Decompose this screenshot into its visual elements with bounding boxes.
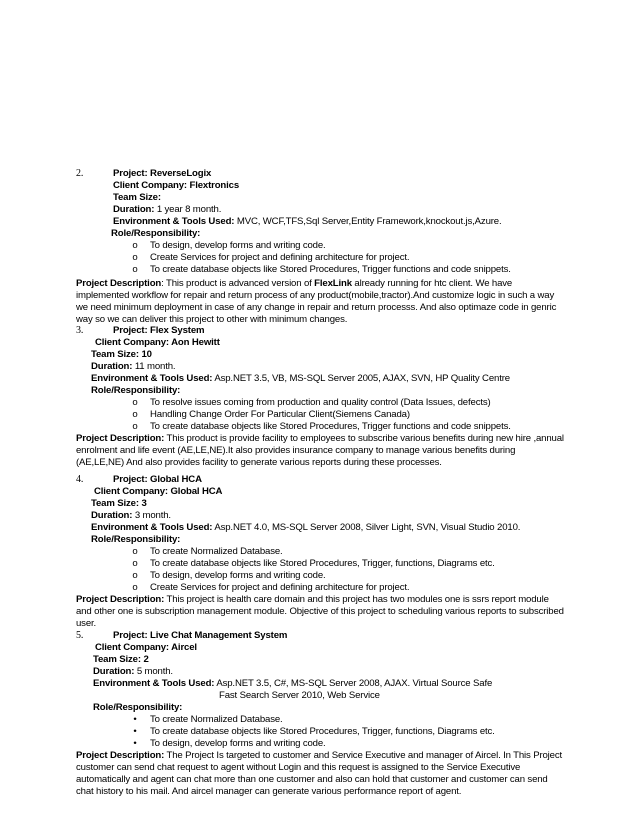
- project-title: Project: Global HCA: [113, 474, 202, 485]
- project-description: Project Description: This product is provide facility to employees to subscribe various benefits during new hire ,annual enrolment and life event (AE,LE,NE).It also provides insurance company to manage various benefits during (AE,LE,NE) And also provides facility to generate various reports during these processes.: [76, 433, 564, 468]
- team-size: Team Size: 2: [93, 654, 149, 665]
- team-size: Team Size: 3: [91, 498, 147, 509]
- duration: Duration: 1 year 8 month.: [113, 204, 222, 215]
- project-number: 5.: [76, 630, 84, 641]
- environment-tools: Environment & Tools Used: Asp.NET 4.0, MS-SQL Server 2008, Silver Light, SVN, Visual Studio 2010.: [91, 522, 521, 533]
- project-title: Project: ReverseLogix: [113, 168, 212, 179]
- environment-tools: Environment & Tools Used: Asp.NET 3.5, C#, MS-SQL Server 2008, AJAX. Virtual Source Safe: [93, 678, 493, 689]
- team-size: Team Size:: [113, 192, 161, 203]
- duration: Duration: 11 month.: [91, 361, 176, 372]
- project-description: Project Description: The Project Is targeted to customer and Service Executive and manager of Aircel. In This Project customer can send chat request to agent without Login and this request is assigned to the Service Executive automatically and agent can chat more than one customer and also can hold that customer and customer can send chat history to his mail. And aircel manager can generate various performance report of agent.: [76, 750, 563, 797]
- client-company: Client Company: Aircel: [95, 642, 197, 653]
- project-number: 4.: [76, 474, 84, 485]
- environment-tools: Environment & Tools Used: Asp.NET 3.5, VB, MS-SQL Server 2005, AJAX, SVN, HP Quality Centre: [91, 373, 510, 384]
- project-title: Project: Flex System: [113, 325, 205, 336]
- project-title: Project: Live Chat Management System: [113, 630, 288, 641]
- role-heading: Role/Responsibility:: [93, 702, 183, 713]
- project-description: Project Description: This product is advanced version of FlexLink already running for htc client. We have implemented workflow for repair and return process of any product(mobile,tractor).And customize logic in such a way we need minimum deployment in case of any change in repair and return processs. And also optimaze code in genric way so we can deliver this project to other with minimum changes.: [76, 277, 557, 325]
- role-heading: Role/Responsibility:: [91, 385, 181, 396]
- duration: Duration: 3 month.: [91, 510, 171, 521]
- role-heading: Role/Responsibility:: [111, 228, 201, 239]
- duration: Duration: 5 month.: [93, 666, 173, 677]
- role-heading: Role/Responsibility:: [91, 534, 181, 545]
- client-company: Client Company: Global HCA: [94, 486, 223, 497]
- project-number: 3.: [76, 325, 84, 336]
- environment-tools: Environment & Tools Used: MVC, WCF,TFS,Sql Server,Entity Framework,knockout.js,Azure.: [113, 216, 502, 227]
- client-company: Client Company: Flextronics: [113, 180, 240, 191]
- project-description: Project Description: This project is health care domain and this project has two modules one is ssrs report module and other one is subscription management module. Objective of this project to scheduling various reports to subscribed user.: [76, 593, 564, 629]
- environment-tools-continued: Fast Search Server 2010, Web Service: [219, 690, 380, 701]
- client-company: Client Company: Aon Hewitt: [95, 337, 220, 348]
- project-number: 2.: [76, 168, 84, 179]
- team-size: Team Size: 10: [91, 349, 152, 360]
